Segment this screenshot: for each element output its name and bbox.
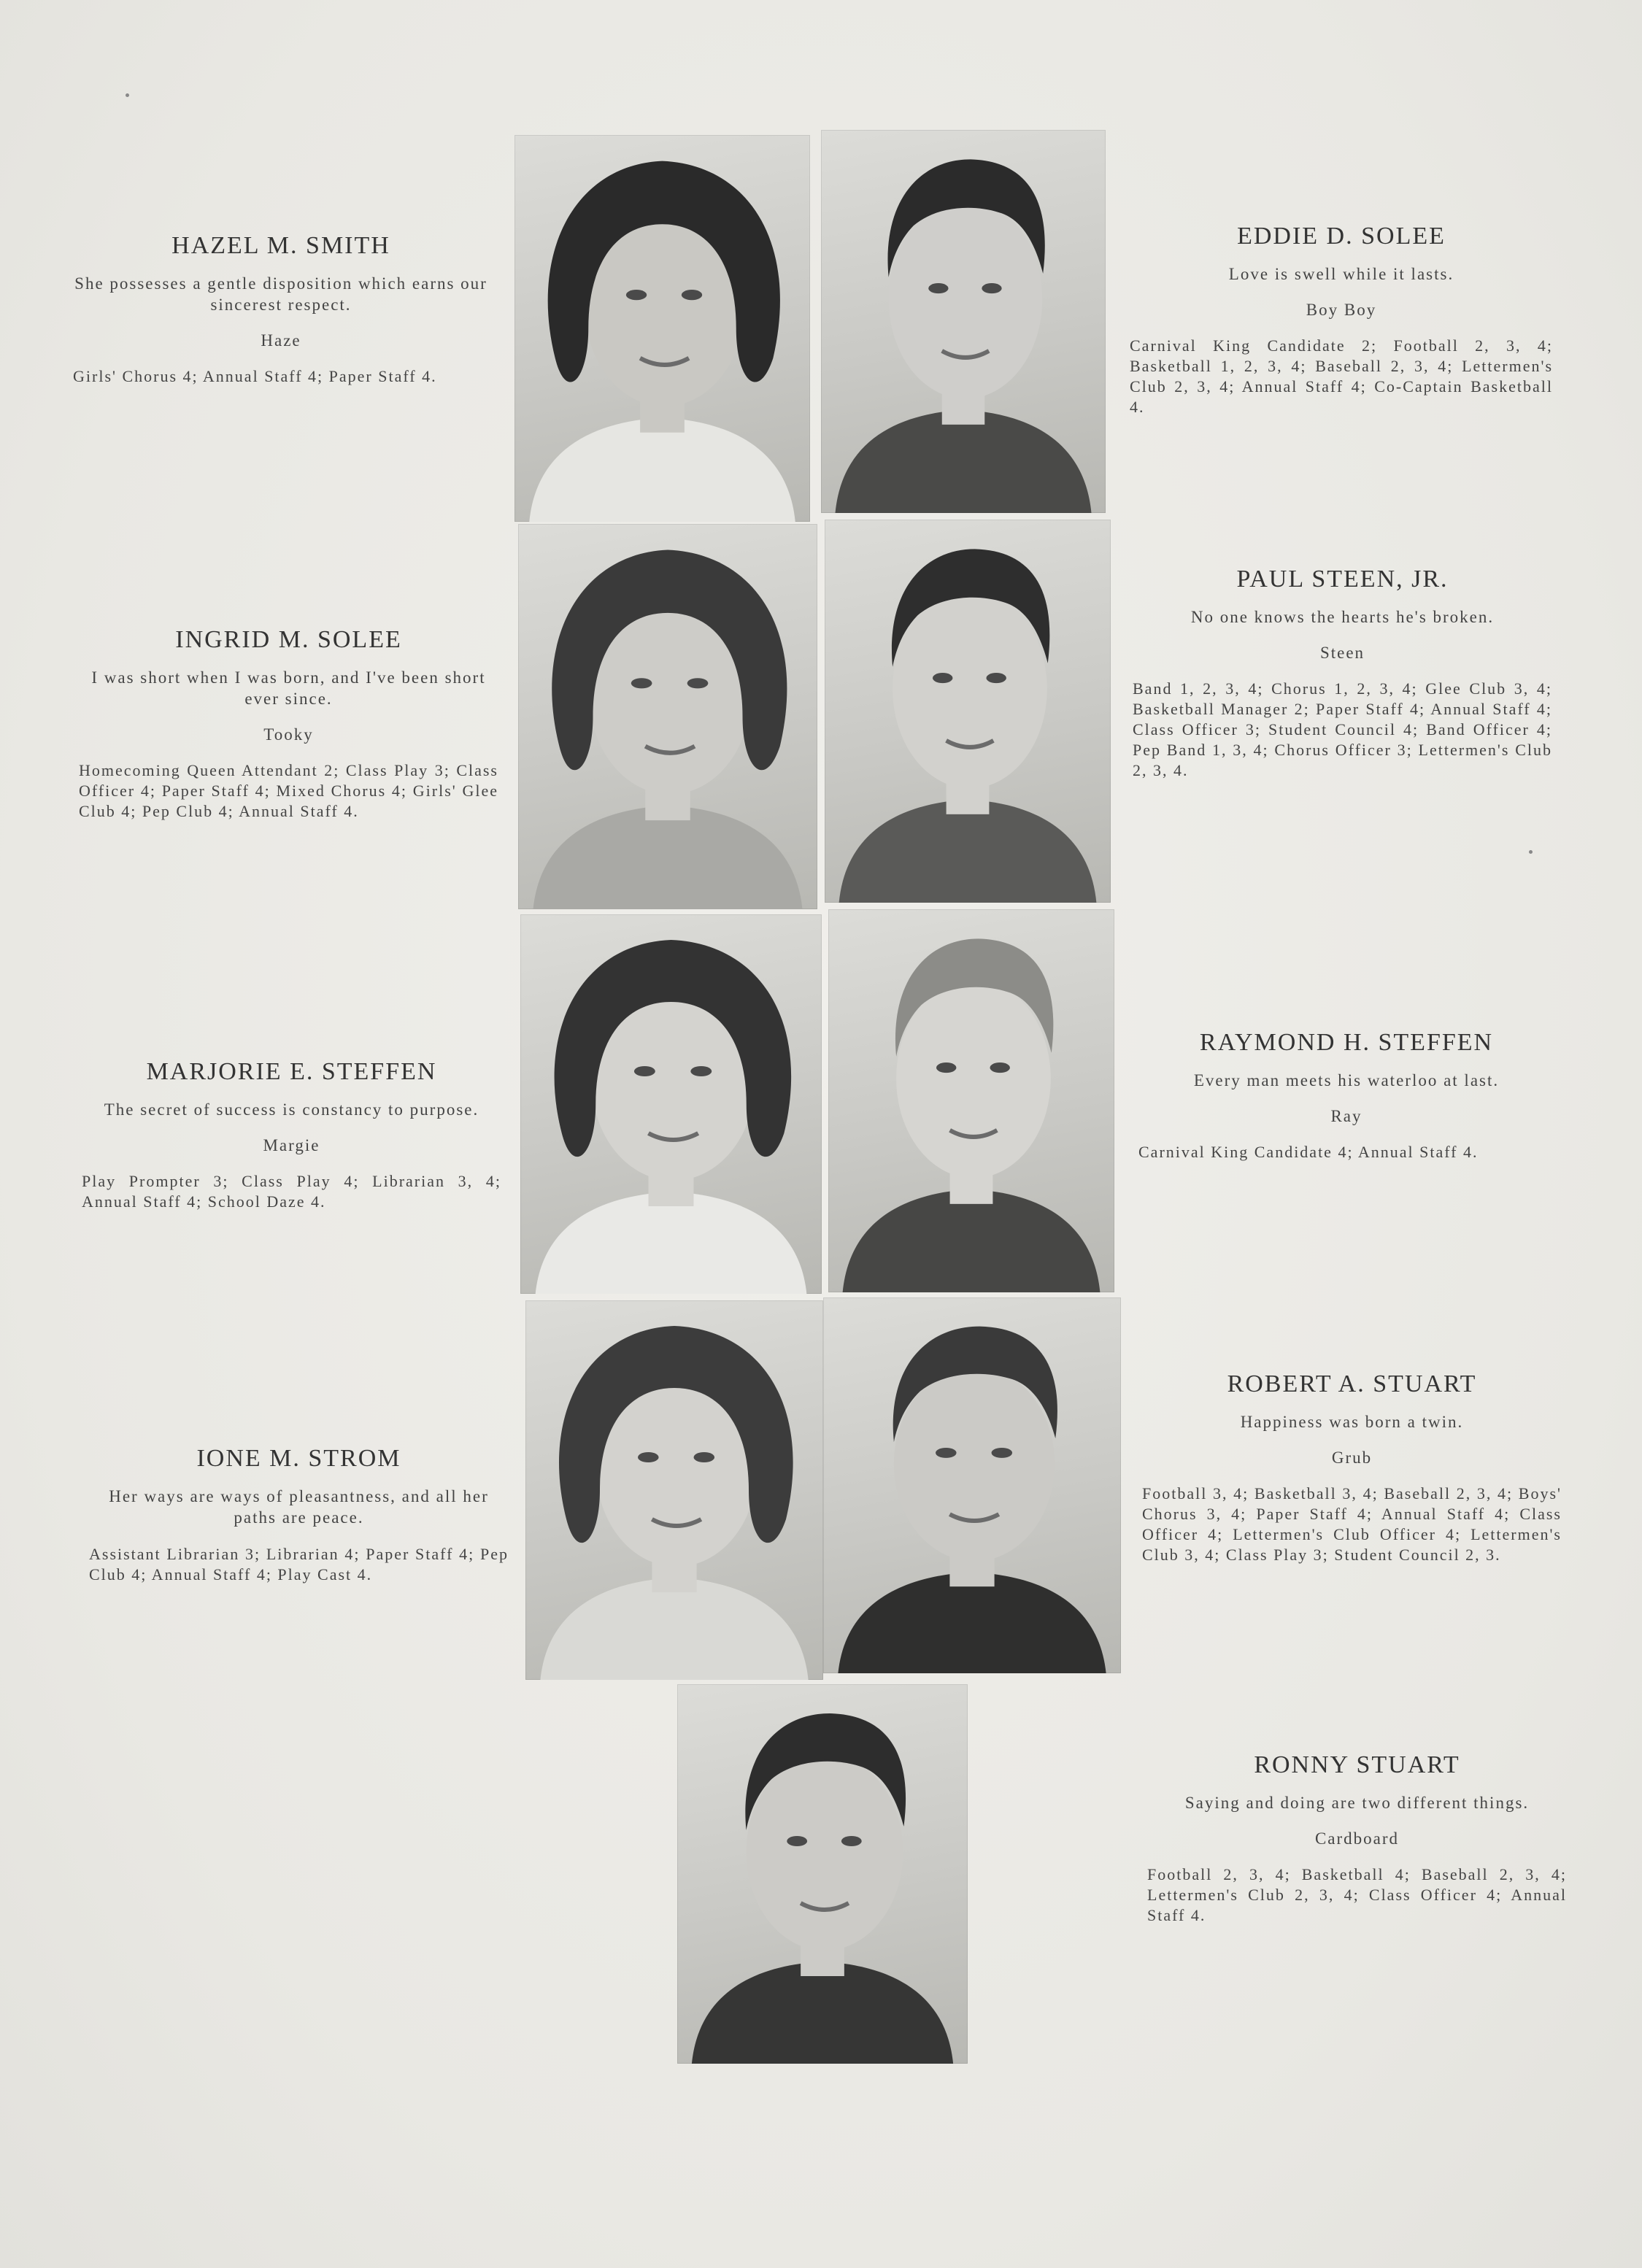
- student-quote: Happiness was born a twin.: [1240, 1413, 1464, 1431]
- student-name: ROBERT A. STUART: [1227, 1370, 1477, 1397]
- student-name: MARJORIE E. STEFFEN: [146, 1058, 437, 1085]
- portrait-eye: [982, 283, 1001, 293]
- student-quote: Saying and doing are two different things.: [1184, 1794, 1530, 1812]
- portrait-photo: [825, 520, 1111, 903]
- portrait-shoulders: [836, 410, 1092, 513]
- portrait-shoulders: [536, 1192, 807, 1294]
- student-quote: Her ways are ways of pleasantness, and all her paths are peace.: [109, 1487, 489, 1527]
- student-activities: Girls' Chorus 4; Annual Staff 4; Paper Staff 4.: [73, 367, 437, 385]
- portrait-photo: [828, 909, 1114, 1292]
- portrait-eye: [626, 290, 647, 300]
- portrait-silhouette: [821, 130, 1106, 513]
- portrait-eye: [682, 290, 702, 300]
- student-nickname: Steen: [1319, 644, 1365, 662]
- portrait-silhouette: [825, 520, 1111, 903]
- student-nickname: Tooky: [263, 725, 314, 744]
- portrait-eye: [933, 673, 952, 683]
- student-nickname: Grub: [1331, 1449, 1373, 1467]
- student-card-hazel: [73, 232, 489, 387]
- portrait-silhouette: [828, 909, 1114, 1292]
- student-name: IONE M. STROM: [196, 1445, 401, 1472]
- portrait-silhouette: [514, 135, 810, 522]
- student-activities: Play Prompter 3; Class Play 4; Librarian 3, 4; Annual Staff 4; School Daze 4.: [82, 1172, 501, 1211]
- portrait-eye: [638, 1452, 659, 1462]
- portrait-face: [896, 979, 1051, 1179]
- portrait-shoulders: [533, 806, 803, 909]
- student-card-ronny: [1147, 1751, 1567, 1926]
- portrait-eye: [936, 1448, 957, 1458]
- student-nickname: Ray: [1330, 1107, 1362, 1125]
- student-name: HAZEL M. SMITH: [171, 232, 390, 259]
- portrait-eye: [841, 1836, 862, 1846]
- portrait-photo: [525, 1300, 823, 1680]
- student-nickname: Margie: [263, 1136, 320, 1154]
- student-card-raymond: [1138, 1029, 1554, 1162]
- portrait-eye: [986, 673, 1006, 683]
- portrait-silhouette: [823, 1297, 1121, 1673]
- portrait-silhouette: [518, 524, 817, 909]
- portrait-eye: [936, 1062, 956, 1073]
- student-quote: She possesses a gentle disposition which earns our sincerest respect.: [74, 274, 487, 314]
- portrait-shoulders: [838, 1572, 1106, 1673]
- portrait-eye: [990, 1062, 1009, 1073]
- student-activities: Assistant Librarian 3; Librarian 4; Paper Staff 4; Pep Club 4; Annual Staff 4; Play Cast 4.: [89, 1545, 509, 1584]
- portrait-eye: [787, 1836, 807, 1846]
- portrait-face: [747, 1754, 903, 1951]
- student-card-robert: [1142, 1370, 1562, 1565]
- student-quote: The secret of success is constancy to purpose.: [104, 1100, 479, 1119]
- student-card-ione: [89, 1445, 509, 1585]
- student-quote: No one knows the hearts he's broken.: [1190, 608, 1495, 626]
- portrait-silhouette: [677, 1684, 968, 2064]
- portrait-eye: [687, 678, 709, 688]
- portrait-shoulders: [839, 800, 1097, 903]
- student-activities: Band 1, 2, 3, 4; Chorus 1, 2, 3, 4; Glee Club 3, 4; Basketball Manager 2; Paper Staff 4; Annual Staff 4; Class Officer 3; Student Council 4; Band Officer 4; Pep Band 1, 3, 4; Chorus Officer 3; Lettermen's Club 2, 3, 4.: [1133, 679, 1552, 779]
- portrait-shoulders: [529, 417, 795, 522]
- portrait-eye: [634, 1066, 655, 1076]
- portrait-silhouette: [525, 1300, 823, 1680]
- student-activities: Football 2, 3, 4; Basketball 4; Baseball 2, 3, 4; Lettermen's Club 2, 3, 4; Class Officer 4; Annual Staff 4.: [1147, 1865, 1567, 1924]
- student-card-paul: [1133, 566, 1552, 781]
- portrait-face: [893, 590, 1047, 789]
- portrait-shoulders: [540, 1578, 808, 1680]
- portrait-photo: [514, 135, 810, 522]
- student-name: RAYMOND H. STEFFEN: [1199, 1029, 1494, 1056]
- student-name: RONNY STUART: [1254, 1751, 1460, 1778]
- student-quote: I was short when I was born, and I've been short ever since.: [91, 668, 486, 708]
- portrait-photo: [821, 130, 1106, 513]
- portrait-photo: [823, 1297, 1121, 1673]
- portrait-eye: [694, 1452, 715, 1462]
- student-quote: Every man meets his waterloo at last.: [1193, 1071, 1500, 1089]
- student-activities: Carnival King Candidate 4; Annual Staff 4.: [1138, 1143, 1479, 1161]
- portrait-eye: [631, 678, 652, 688]
- student-activities: Homecoming Queen Attendant 2; Class Play 3; Class Officer 4; Paper Staff 4; Mixed Chorus 4; Girls' Glee Club 4; Pep Club 4; Annual Staff 4.: [79, 761, 498, 820]
- portrait-eye: [992, 1448, 1013, 1458]
- portrait-eye: [690, 1066, 712, 1076]
- paper-speck: [1529, 850, 1533, 854]
- student-nickname: Boy Boy: [1306, 301, 1377, 319]
- student-card-marjorie: [82, 1058, 501, 1212]
- portrait-shoulders: [692, 1962, 953, 2064]
- paper-speck: [126, 93, 129, 97]
- student-activities: Carnival King Candidate 2; Football 2, 3, 4; Basketball 1, 2, 3, 4; Baseball 2, 3, 4; Lettermen's Club 2, 3, 4; Annual Staff 4; Co-Captain Basketball 4.: [1130, 336, 1553, 416]
- portrait-face: [889, 200, 1043, 399]
- student-name: PAUL STEEN, JR.: [1236, 566, 1449, 593]
- student-name: INGRID M. SOLEE: [175, 626, 402, 653]
- portrait-silhouette: [520, 914, 822, 1294]
- portrait-eye: [928, 283, 948, 293]
- portrait-photo: [677, 1684, 968, 2064]
- student-nickname: Cardboard: [1314, 1829, 1400, 1848]
- student-quote: Love is swell while it lasts.: [1228, 265, 1454, 283]
- portrait-shoulders: [843, 1189, 1101, 1292]
- portrait-photo: [520, 914, 822, 1294]
- student-name: EDDIE D. SOLEE: [1237, 223, 1446, 250]
- portrait-photo: [518, 524, 817, 909]
- student-card-ingrid: [79, 626, 498, 822]
- student-nickname: Haze: [261, 331, 301, 350]
- student-activities: Football 3, 4; Basketball 3, 4; Baseball 2, 3, 4; Boys' Chorus 3, 4; Paper Staff 4; Annual Staff 4; Class Officer 4; Lettermen's Club Officer 4; Lettermen's Club 3, 4; Class Play 3; Student Council 2, 3.: [1142, 1484, 1562, 1564]
- portrait-face: [894, 1366, 1055, 1561]
- student-card-eddie: [1130, 223, 1553, 417]
